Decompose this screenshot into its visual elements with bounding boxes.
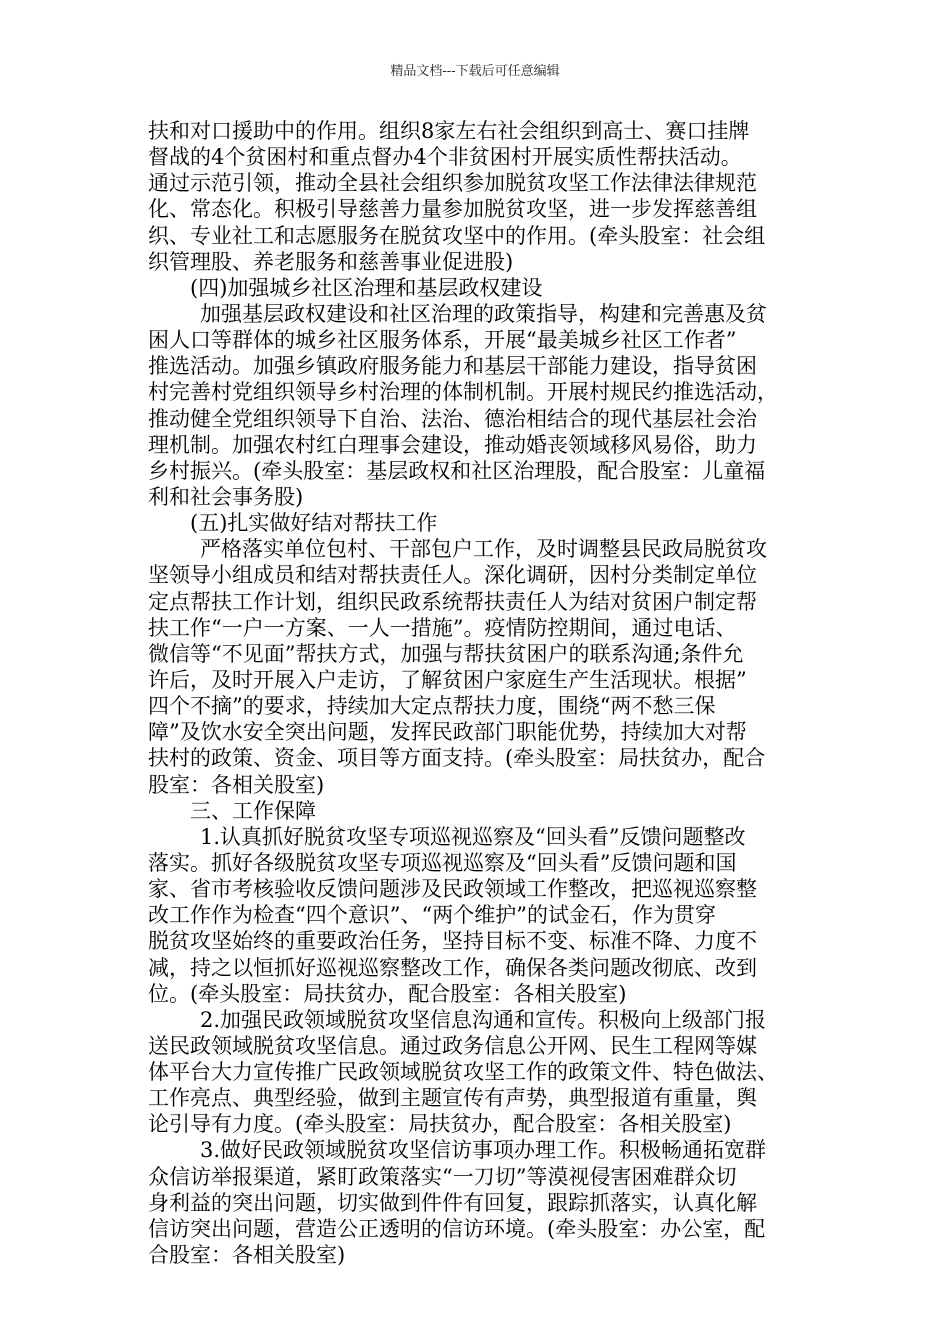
text-line: 工作亮点、典型经验，做到主题宣传有声势，典型报道有重量，舆 [148,1086,757,1111]
text-line: 微信等“不见面”帮扶方式，加强与帮扶贫困户的联系沟通;条件允 [148,641,744,666]
text-line: 织管理股、养老服务和慈善事业促进股) [148,249,514,274]
text-line: 体平台大力宣传推广民政领域脱贫攻坚工作的政策文件、特色做法、 [148,1060,778,1085]
text-line: 乡村振兴。(牵头股室：基层政权和社区治理股，配合股室：儿童福 [148,458,766,483]
text-line: 信访突出问题，营造公正透明的信访环境。(牵头股室：办公室，配 [148,1216,766,1241]
text-line: 定点帮扶工作计划，组织民政系统帮扶责任人为结对贫困户制定帮 [148,589,757,614]
text-line: 送民政领域脱贫攻坚信息。通过政务信息公开网、民生工程网等媒 [148,1033,757,1058]
text-line: 三、工作保障 [190,798,316,823]
text-line: 理机制。加强农村红白理事会建设，推动婚丧领域移风易俗，助力 [148,432,757,457]
text-line: 1.认真抓好脱贫攻坚专项巡视巡察及“回头看”反馈问题整改 [200,824,746,849]
text-line: 改工作作为检查“四个意识”、“两个维护”的试金石，作为贯穿 [148,903,716,928]
text-line: 许后，及时开展入户走访，了解贫困户家庭生产生活现状。根据” [148,667,747,692]
text-line: 严格落实单位包村、干部包户工作，及时调整县民政局脱贫攻 [200,537,767,562]
text-line: 脱贫攻坚始终的重要政治任务，坚持目标不变、标准不降、力度不 [148,929,757,954]
text-line: 论引导有力度。(牵头股室：局扶贫办，配合股室：各相关股室) [148,1112,732,1137]
text-line: 困人口等群体的城乡社区服务体系，开展“最美城乡社区工作者” [148,328,737,353]
text-line: 位。(牵头股室：局扶贫办，配合股室：各相关股室) [148,981,627,1006]
text-line: (四)加强城乡社区治理和基层政权建设 [190,275,543,300]
text-line: 化、常态化。积极引导慈善力量参加脱贫攻坚，进一步发挥慈善组 [148,197,757,222]
page-header: 精品文档---下载后可任意编辑 [390,64,560,79]
text-line: 扶和对口援助中的作用。组织8家左右社会组织到高士、赛口挂牌 [148,119,750,143]
document-body [148,118,813,1268]
text-line: 利和社会事务股) [148,484,304,509]
text-line: 织、专业社工和志愿服务在脱贫攻坚中的作用。(牵头股室：社会组 [148,223,766,248]
text-line: 扶村的政策、资金、项目等方面支持。(牵头股室：局扶贫办，配合 [148,746,766,771]
text-line: 合股室：各相关股室) [148,1243,346,1268]
text-line: 推动健全党组织领导下自治、法治、德治相结合的现代基层社会治 [148,406,757,431]
text-line: (五)扎实做好结对帮扶工作 [190,511,438,536]
text-line: 3.做好民政领域脱贫攻坚信访事项办理工作。积极畅通拓宽群 [200,1138,767,1163]
text-line: 坚领导小组成员和结对帮扶责任人。深化调研，因村分类制定单位 [148,563,757,588]
text-line: 加强基层政权建设和社区治理的政策指导，构建和完善惠及贫 [200,301,767,326]
text-line: 减，持之以恒抓好巡视巡察整改工作，确保各类问题改彻底、改到 [148,955,757,980]
text-line: 障”及饮水安全突出问题，发挥民政部门职能优势，持续加大对帮 [148,720,747,745]
text-line: 家、省市考核验收反馈问题涉及民政领域工作整改，把巡视巡察整 [148,877,757,902]
text-line: 通过示范引领，推动全县社会组织参加脱贫攻坚工作法律法律规范 [148,171,757,196]
text-line: 扶工作“一户一方案、一人一措施”。疫情防控期间，通过电话、 [148,615,737,640]
text-line: 众信访举报渠道，紧盯政策落实“一刀切”等漠视侵害困难群众切 [148,1164,737,1189]
text-line: 督战的4个贫困村和重点督办4个非贫困村开展实质性帮扶活动。 [148,145,742,170]
text-line: 落实。抓好各级脱贫攻坚专项巡视巡察及“回头看”反馈问题和国 [148,850,737,875]
text-line: 推选活动。加强乡镇政府服务能力和基层干部能力建设，指导贫困 [148,354,757,379]
text-line: 股室：各相关股室) [148,772,325,797]
text-line: 村完善村党组织领导乡村治理的体制机制。开展村规民约推选活动， [148,380,778,405]
text-line: 身利益的突出问题，切实做到件件有回复，跟踪抓落实，认真化解 [148,1190,757,1215]
text-line: 四个不摘”的要求，持续加大定点帮扶力度，围绕“两不愁三保 [148,694,716,719]
text-line: 2.加强民政领域脱贫攻坚信息沟通和宣传。积极向上级部门报 [200,1007,767,1032]
